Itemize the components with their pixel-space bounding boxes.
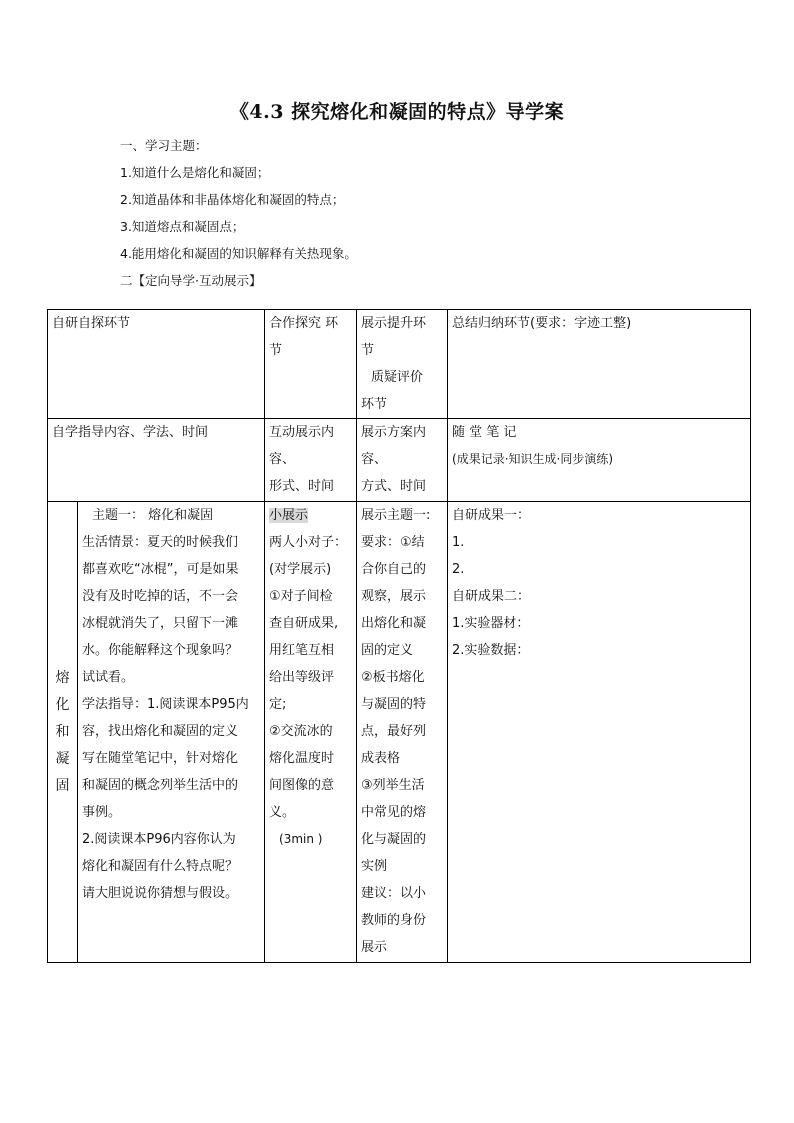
section-heading-guide: 二【定向导学·互动展示】 (120, 273, 262, 288)
goal-item: 4.能用熔化和凝固的知识解释有关热现象。 (120, 246, 357, 261)
section-heading-topics: 一、学习主题： (120, 138, 208, 153)
header-presentation: 展示提升环 节 质疑评价 环节 (357, 310, 448, 419)
notes-content: 自研成果一： 1. 2. 自研成果二： 1.实验器材： 2.实验数据： (448, 502, 751, 963)
cooperation-content: 小展示 两人小对子： (对学展示) ①对子间检 查自研成果, 用红笔互相 给出等级评 定; ②交流冰的 熔化温度时 间图像的意 义。 (3min ) (265, 502, 357, 963)
header-self-study: 自研自探环节 (48, 310, 265, 419)
table-body-row (48, 502, 751, 963)
header-summary: 总结归纳环节(要求：字迹工整) (448, 310, 751, 419)
table-subheader-row (48, 419, 751, 502)
header-cooperation: 合作探究 环 节 (265, 310, 357, 419)
self-study-content: 主题一： 熔化和凝固 生活情景：夏天的时候我们 都喜欢吃“冰棍”，可是如果 没有及时吃掉的话，不一会 冰棍就消失了，只留下一滩 水。你能解释这个现象吗？ 试试看。 学法指导：1.阅读课本P95内 容，找出熔化和凝固的定义 写在随堂笔记中，针对熔化 和凝固的概念列举生活中的 事例。 2.阅读课本P96内容你认为 熔化和凝固有什么特点呢？ 请大胆说说你猜想与假设。 (78, 502, 265, 963)
presentation-content: 展示主题一: 要求：①结 合你自己的 观察，展示 出熔化和凝 固的定义 ②板书熔化 与凝固的特 点，最好列 成表格 ③列举生活 中常见的熔 化与凝固的 实例 建议：以小 教师的身份 展示 (357, 502, 448, 963)
goal-item: 2.知道晶体和非晶体熔化和凝固的特点； (120, 192, 345, 207)
subheader-cooperation: 互动展示内 容、 形式、时间 (265, 419, 357, 502)
goal-item: 1.知道什么是熔化和凝固； (120, 165, 270, 180)
intro-section (120, 136, 357, 298)
page-title: 《4.3 探究熔化和凝固的特点》导学案 (229, 101, 565, 123)
highlight-label: 小展示 (269, 508, 309, 523)
subheader-presentation: 展示方案内 容、 方式、时间 (357, 419, 448, 502)
goal-item: 3.知道熔点和凝固点； (120, 219, 245, 234)
topic-side-label: 熔 化 和 凝 固 (48, 502, 78, 963)
subheader-notes: 随 堂 笔 记 (成果记录·知识生成·同步演练) (448, 419, 751, 502)
table-header-row (48, 310, 751, 419)
subheader-self-study: 自学指导内容、学法、时间 (48, 419, 265, 502)
guide-table (47, 309, 751, 963)
